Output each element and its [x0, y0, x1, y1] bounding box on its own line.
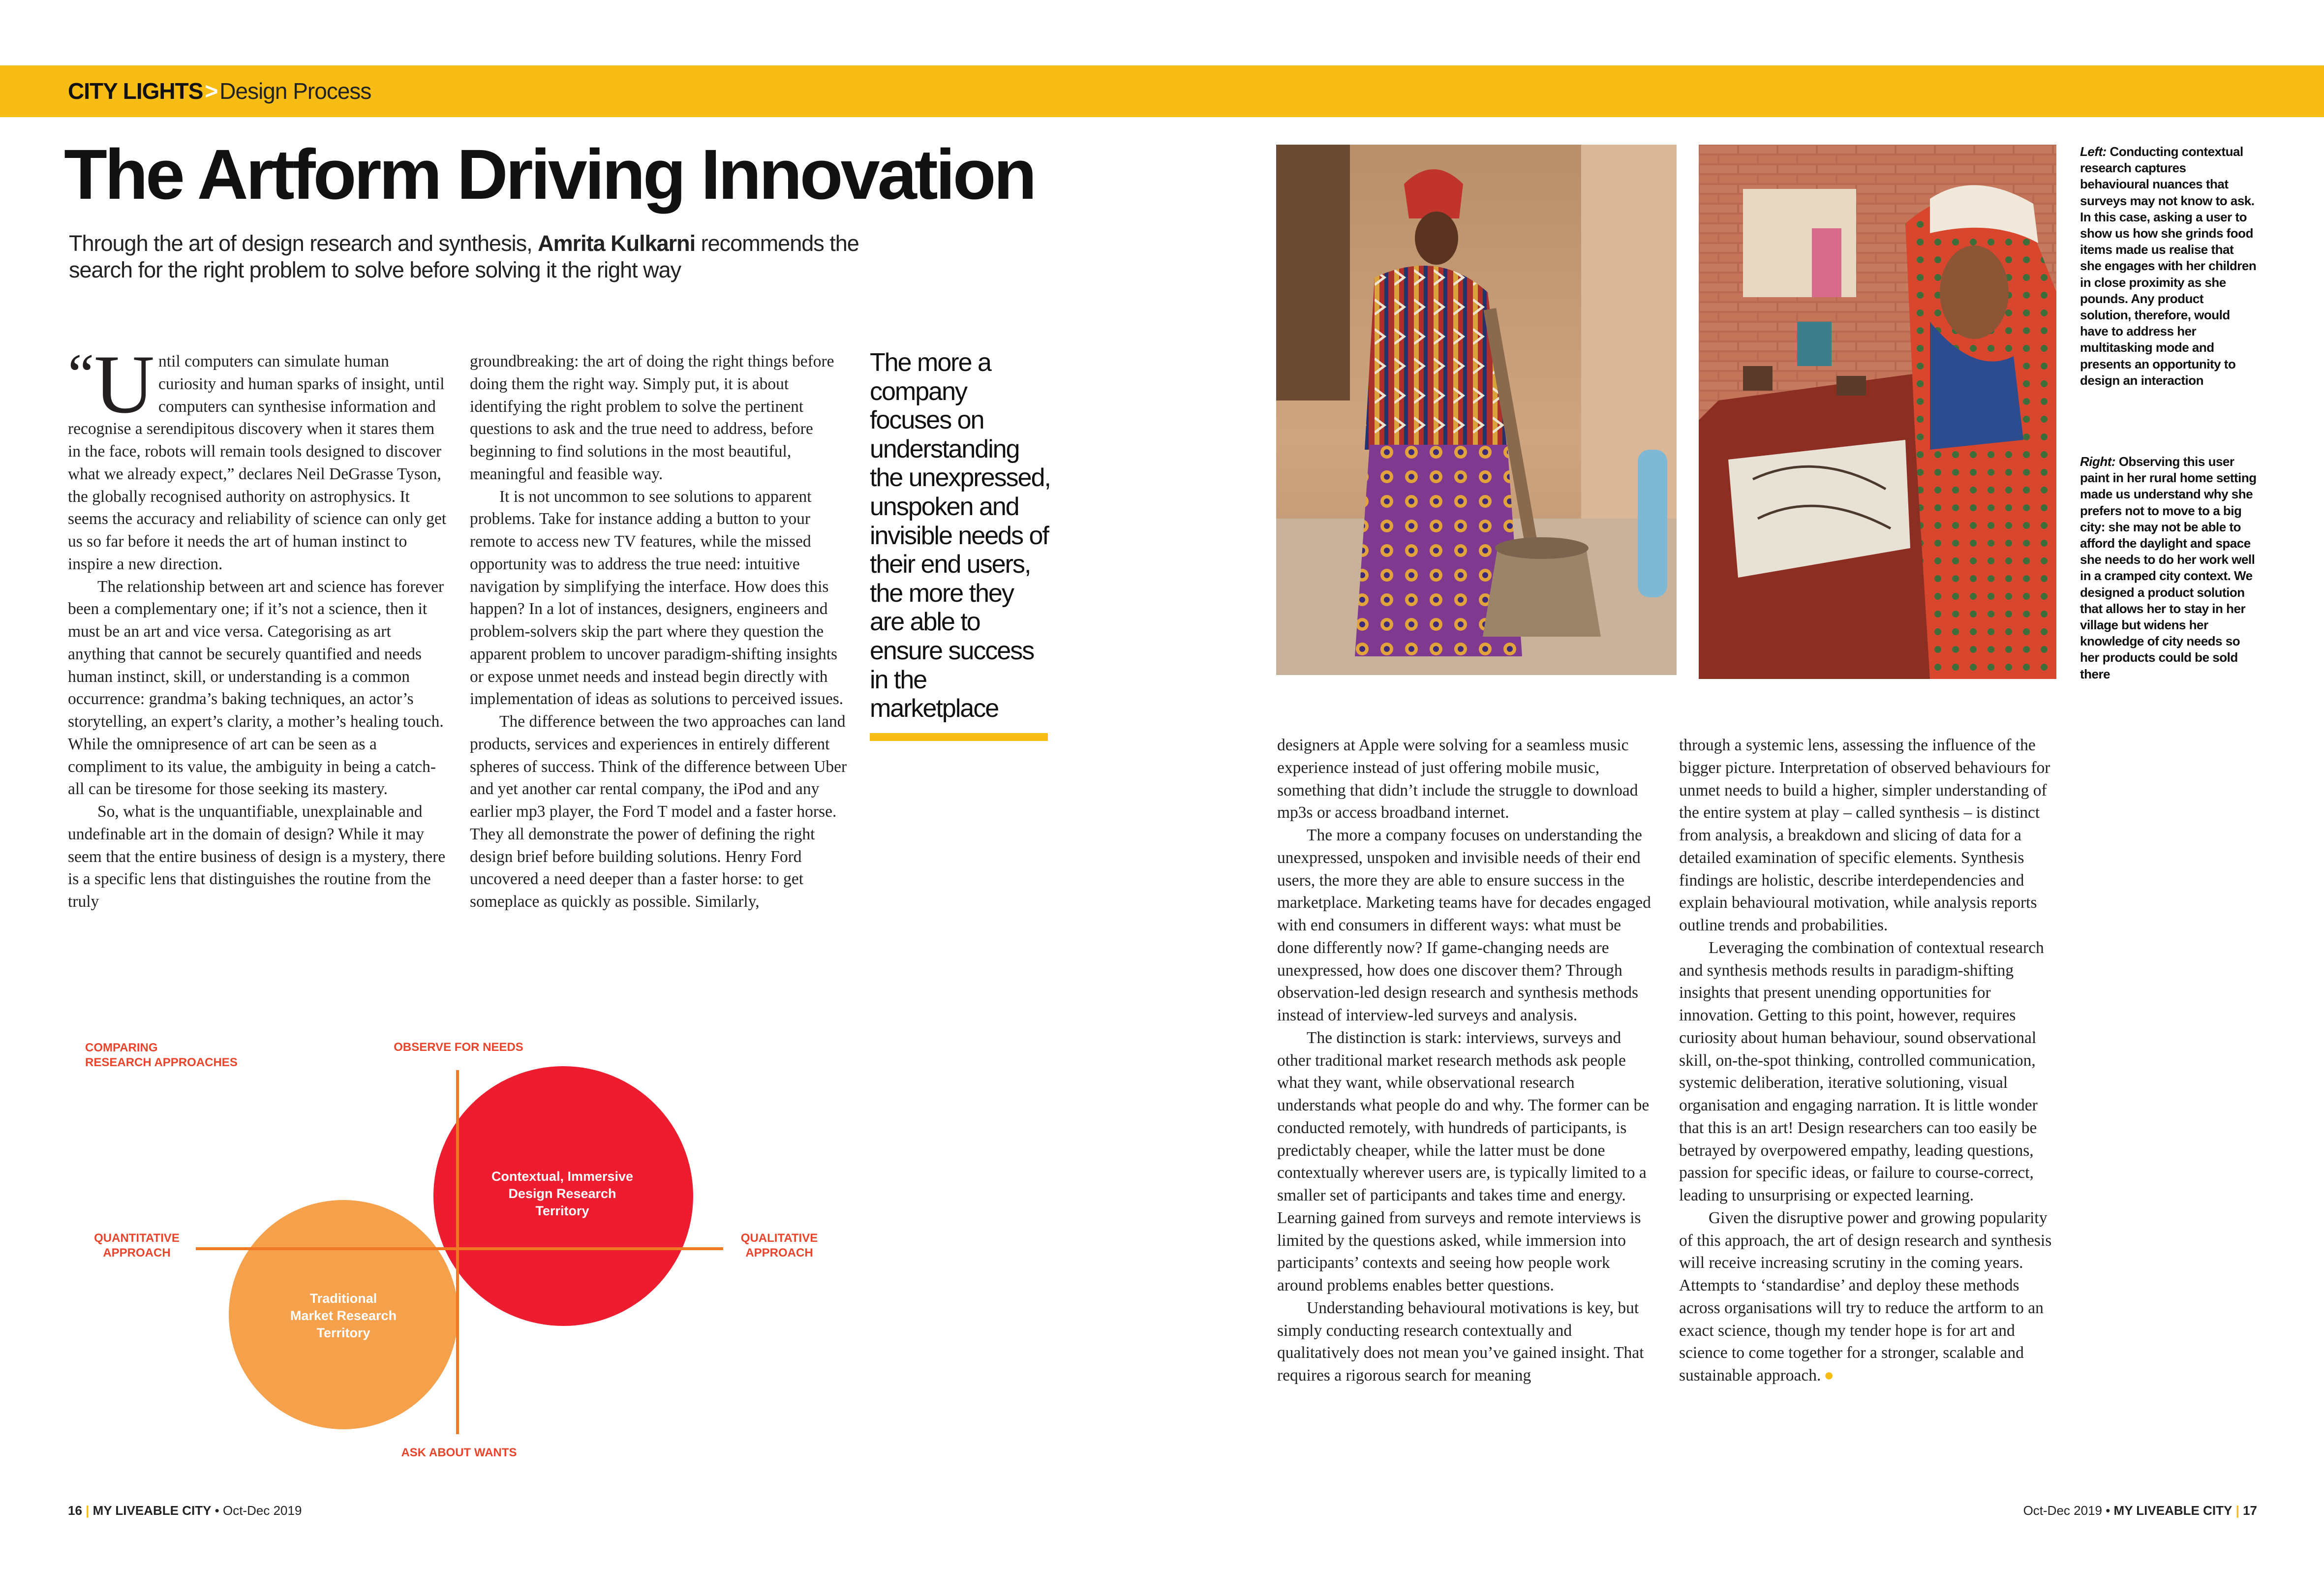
page-number-left: 16	[68, 1503, 82, 1518]
footer-divider-icon: |	[2235, 1503, 2239, 1518]
body-column-1	[68, 338, 447, 913]
label-ask-about-wants: ASK ABOUT WANTS	[401, 1446, 517, 1459]
article-title: The Artform Driving Innovation	[64, 135, 1035, 214]
drop-cap	[68, 338, 155, 431]
footer-left: 16 | MY LIVEABLE CITY • Oct-Dec 2019	[68, 1503, 302, 1518]
body-paragraph: The difference between the two approaches can land products, services and experiences in entirely different spheres of success. Think of the difference between Uber and yet another car rental company, the iPod and any earlier mp3 player, the Ford T model and a faster horse. They all demonstrate the power of defining the right design brief before building solutions. Henry Ford uncovered a need deeper than a faster horse: to get someplace as quickly as possible. Similarly,	[470, 712, 847, 911]
body-column-4	[1679, 734, 2058, 1387]
drop-cap-quote: “	[68, 341, 94, 407]
author-name: Amrita Kulkarni	[538, 231, 696, 256]
magazine-name-right: MY LIVEABLE CITY	[2113, 1503, 2232, 1518]
label-qualitative-line1: QUALITATIVE	[740, 1231, 818, 1245]
orange-circle-label-line1: Traditional	[309, 1291, 377, 1306]
body-text: Given the disruptive power and growing popularity of this approach, the art of design research and synthesis will receive increasing scrutiny in the coming years. Attempts to ‘standardise’ and deploy these methods across organisations will try to reduce the artform to an exact science, though my tender hope is for art and science to come together for a stronger, scalable and sustainable approach.	[1679, 1208, 2052, 1384]
photo-caption-right	[2080, 454, 2257, 682]
caption-text-left: Conducting contextual research captures behavioural nuances that surveys may not know to ask. In this case, asking a user to show us how she grinds food items made us realise that she engages with her children in close proximity as she pounds. Any product solution, therefore, would have to address her multitasking mode and presents an opportunity to design an interaction	[2080, 144, 2257, 388]
photo-woman-painting	[1699, 145, 2056, 679]
diagram-title-line1: COMPARING	[85, 1041, 158, 1054]
footer-right: Oct-Dec 2019 • MY LIVEABLE CITY | 17	[2023, 1503, 2257, 1518]
deck-text-end: recommends the search for the right problem to solve before solving it the right way	[69, 231, 859, 282]
label-observe-for-needs: OBSERVE FOR NEEDS	[394, 1041, 523, 1054]
orange-circle-label-line2: Market Research	[290, 1308, 397, 1323]
body-paragraph: The distinction is stark: interviews, surveys and other traditional market research methods ask people what they want, while observational research understands what people do and why. The former can be conducted remotely, with hundreds of participants, is predictably cheaper, while the latter must be done contextually wherever users are, is typically limited to a smaller set of participants and takes time and energy. Learning gained from surveys and remote interviews is limited by the questions asked, while immersion into participants’ contexts and seeing how people work around problems enables better questions.	[1277, 1028, 1650, 1294]
section-label	[68, 76, 371, 106]
body-paragraph: Understanding behavioural motivations is key, but simply conducting research contextually and qualitatively does not mean you’ve gained insight. That requires a rigorous search for meaning	[1277, 1298, 1644, 1384]
body-paragraph: Leveraging the combination of contextual research and synthesis methods results in paradigm-shifting insights that present unending opportunities for innovation. Getting to this point, however, requires curiosity about human behaviour, sound observational skill, on-the-spot thinking, controlled communication, systemic deliberation, iterative solutioning, visual organisation and engaging narration. It is little wonder that this is an art! Design researchers can too easily be betrayed by overpowered empathy, leading questions, passion for specific ideas, or failure to course-correct, leading to unsurprising or expected learning.	[1679, 938, 2044, 1204]
pull-quote: The more a company focuses on understanding the unexpressed, unspoken and invisible needs of their end users, the more they are able to ensure success in the marketplace	[870, 348, 1050, 723]
photo-woman-pounding-grain	[1276, 145, 1677, 675]
body-paragraph: The more a company focuses on understanding the unexpressed, unspoken and invisible needs of their end users, the more they are able to ensure success in the marketplace. Marketing teams have for decades engaged with end consumers in different ways: what must be done differently now? If game-changing needs are unexpressed, how does one discover them? Through observation-led design research and synthesis methods instead of interview-led surveys and analysis.	[1277, 826, 1651, 1024]
section-separator: >	[205, 78, 218, 104]
body-paragraph	[68, 338, 447, 576]
deck-text-start: Through the art of design research and synthesis,	[69, 231, 538, 256]
label-quantitative-line2: APPROACH	[103, 1246, 171, 1260]
label-quantitative-line1: QUANTITATIVE	[94, 1231, 180, 1245]
drop-cap-letter: U	[94, 338, 155, 431]
body-text: ntil computers can simulate human curiosity and human sparks of insight, until computers can synthesise information and recognise a serendipitous discovery when it stares them in the face, robots will remain tools designed to discover what we already expect,” declares Neil DeGrasse Tyson, the globally recognised authority on astrophysics. It seems the accuracy and reliability of science can only get us so far before it needs the art of human instinct to inspire a new direction.	[68, 352, 447, 573]
diagram-title-line2: RESEARCH APPROACHES	[85, 1056, 238, 1069]
issue-date-left: Oct-Dec 2019	[223, 1503, 302, 1518]
body-paragraph: The relationship between art and science has forever been a complementary one; if it’s not a science, then it must be an art and vice versa. Categorising as art anything that cannot be securely quantified and needs human instinct, skill, or understanding is a common occurrence: grandma’s baking techniques, an actor’s storytelling, an expert’s clarity, a mother’s healing touch. While the omnipresence of art can be seen as a compliment to its value, the ambiguity in being a catch-all can be tiresome for those seeking its mastery.	[68, 577, 444, 799]
body-paragraph: It is not uncommon to see solutions to apparent problems. Take for instance adding a button to your remote to access new TV features, while the missed opportunity was to address the true need: intuitive navigation by simplifying the interface. How does this happen? In a lot of instances, designers, engineers and problem-solvers skip the part where they question the apparent problem to uncover paradigm-shifting insights or expose unmet needs and instead begin directly with implementation of ideas as solutions to perceived issues.	[470, 487, 844, 708]
photo-caption-left	[2080, 144, 2257, 389]
label-qualitative-line2: APPROACH	[745, 1246, 813, 1260]
body-paragraph	[1679, 1207, 2058, 1387]
footer-divider-icon: |	[86, 1503, 90, 1518]
body-paragraph: designers at Apple were solving for a seamless music experience instead of just offering mobile music, something that didn’t include the struggle to download mp3s or access broadband internet.	[1277, 736, 1638, 822]
page-number-right: 17	[2243, 1503, 2257, 1518]
end-mark-icon: ●	[1824, 1366, 1834, 1384]
orange-circle-label-line3: Territory	[316, 1325, 370, 1340]
section-name: Design Process	[219, 78, 371, 104]
article-deck	[69, 230, 905, 283]
body-paragraph: through a systemic lens, assessing the influence of the bigger picture. Interpretation of observed behaviours for unmet needs to build a higher, simpler understanding of the entire system at play – called synthesis – is distinct from analysis, a breakdown and slicing of data for a detailed examination of specific elements. Synthesis findings are holistic, describe interdependencies and explain behavioural motivation, while analysis reports outline trends and probabilities.	[1679, 736, 2050, 934]
body-column-3	[1277, 734, 1656, 1387]
section-kicker: CITY LIGHTS	[68, 78, 203, 104]
caption-text-right: Observing this user paint in her rural home setting made us understand why she prefers not to move to a big city: she may not be able to afford the daylight and space she needs to do her work well in a cramped city context. We designed a product solution that allows her to stay in her village but widens her knowledge of city needs so her products could be sold there	[2080, 454, 2257, 681]
pull-quote-rule	[870, 733, 1048, 741]
magazine-name-left: MY LIVEABLE CITY	[92, 1503, 212, 1518]
body-paragraph: So, what is the unquantifiable, unexplainable and undefinable art in the domain of design? While it may seem that the entire business of design is a mystery, there is a specific lens that distinguishes the routine from the truly	[68, 802, 446, 911]
caption-label-left: Left:	[2080, 144, 2107, 159]
red-circle-label-line2: Design Research	[508, 1186, 616, 1201]
red-circle-label-line3: Territory	[535, 1203, 589, 1218]
caption-label-right: Right:	[2080, 454, 2116, 469]
research-approaches-diagram	[79, 1033, 846, 1466]
issue-date-right: Oct-Dec 2019	[2023, 1503, 2102, 1518]
body-column-2	[470, 350, 849, 913]
red-circle-label-line1: Contextual, Immersive	[491, 1169, 634, 1184]
body-paragraph: groundbreaking: the art of doing the right things before doing them the right way. Simply put, it is about identifying the right problem to solve the pertinent questions to ask and the true need to address, before beginning to find solutions in the most beautiful, meaningful and feasible way.	[470, 352, 834, 483]
